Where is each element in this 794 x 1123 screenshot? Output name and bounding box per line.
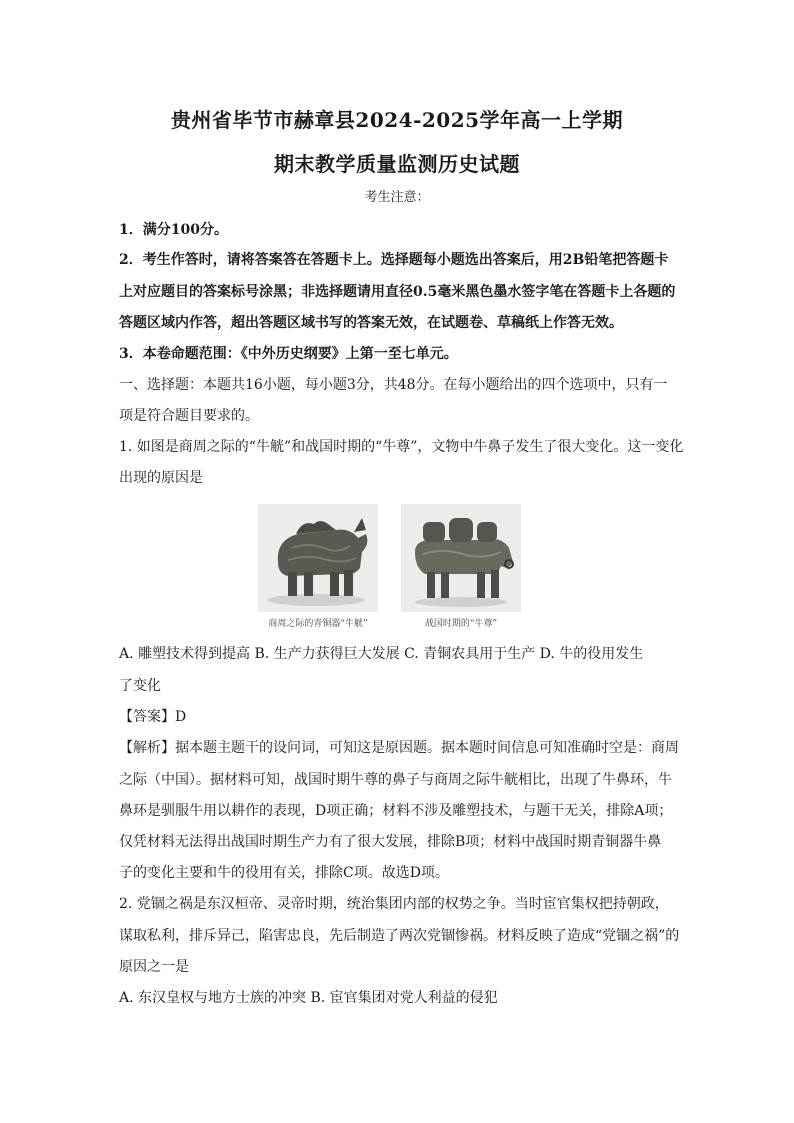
question-1-analysis-line4: 仅凭材料无法得出战国时期生产力有了很大发展，排除B项；材料中战国时期青铜器牛鼻 xyxy=(119,834,662,850)
question-1-analysis-line1: 【解析】据本题主题干的设问词，可知这是原因题。据本题时间信息可知准确时空是：商周 xyxy=(119,740,679,756)
question-1-stem-line2: 出现的原因是 xyxy=(119,470,203,486)
notice-item-2-line1: 2．考生作答时，请将答案答在答题卡上。选择题每小题选出答案后，用2B铅笔把答题卡 xyxy=(119,252,669,268)
ox-zun-bronze-image xyxy=(401,504,521,612)
question-2-stem-line1: 2. 党锢之祸是东汉桓帝、灵帝时期，统治集团内部的权势之争。当时宦官集权把持朝政， xyxy=(119,896,669,912)
notice-item-2-line2: 上对应题目的答案标号涂黑；非选择题请用直径0.5毫米黑色墨水签字笔在答题卡上各题的 xyxy=(119,284,676,300)
section-heading-line2: 项是符合题目要求的。 xyxy=(119,408,259,424)
question-1-options-line1: A. 雕塑技术得到提高 B. 生产力获得巨大发展 C. 青铜农具用于生产 D. 牛的役用发生 xyxy=(119,646,644,662)
question-1-analysis-line2: 之际（中国）。据材料可知，战国时期牛尊的鼻子与商周之际牛觥相比，出现了牛鼻环，牛 xyxy=(119,772,672,788)
question-2-options-line1: A. 东汉皇权与地方士族的冲突 B. 宦官集团对党人利益的侵犯 xyxy=(119,990,498,1006)
notice-item-1: 1．满分100分。 xyxy=(119,222,228,238)
question-1-answer: 【答案】D xyxy=(119,709,187,725)
ox-gong-bronze-image xyxy=(258,504,378,612)
question-1-options-line2: 了变化 xyxy=(119,678,161,694)
section-heading-line1: 一、选择题：本题共16小题，每小题3分，共48分。在每小题给出的四个选项中，只有一 xyxy=(119,377,668,393)
question-1-analysis-line5: 子的变化主要和牛的役用有关，排除C项。故选D项。 xyxy=(119,865,449,881)
question-2-stem-line3: 原因之一是 xyxy=(119,959,189,975)
notice-item-2-line3: 答题区域内作答，超出答题区域书写的答案无效，在试题卷、草稿纸上作答无效。 xyxy=(119,315,623,331)
ox-zun-caption: 战国时期的“牛尊” xyxy=(424,619,498,629)
notice-item-3: 3．本卷命题范围：《中外历史纲要》上第一至七单元。 xyxy=(119,346,458,362)
question-1-stem-line1: 1. 如图是商周之际的“牛觥”和战国时期的“牛尊”，文物中牛鼻子发生了很大变化。这一变化 xyxy=(119,439,684,455)
notice-heading: 考生注意： xyxy=(364,190,430,205)
question-1-analysis-line3: 鼻环是驯服牛用以耕作的表现，D项正确；材料不涉及雕塑技术，与题干无关，排除A项； xyxy=(119,803,673,819)
question-2-stem-line2: 谋取私利，排斥异己，陷害忠良，先后制造了两次党锢惨祸。材料反映了造成“党锢之祸”的 xyxy=(119,928,680,944)
exam-title-line2: 期末教学质量监测历史试题 xyxy=(274,152,520,176)
ox-gong-caption: 商周之际的青铜器“牛觥” xyxy=(268,619,368,629)
exam-title-line1: 贵州省毕节市赫章县2024-2025学年高一上学期 xyxy=(170,108,624,132)
